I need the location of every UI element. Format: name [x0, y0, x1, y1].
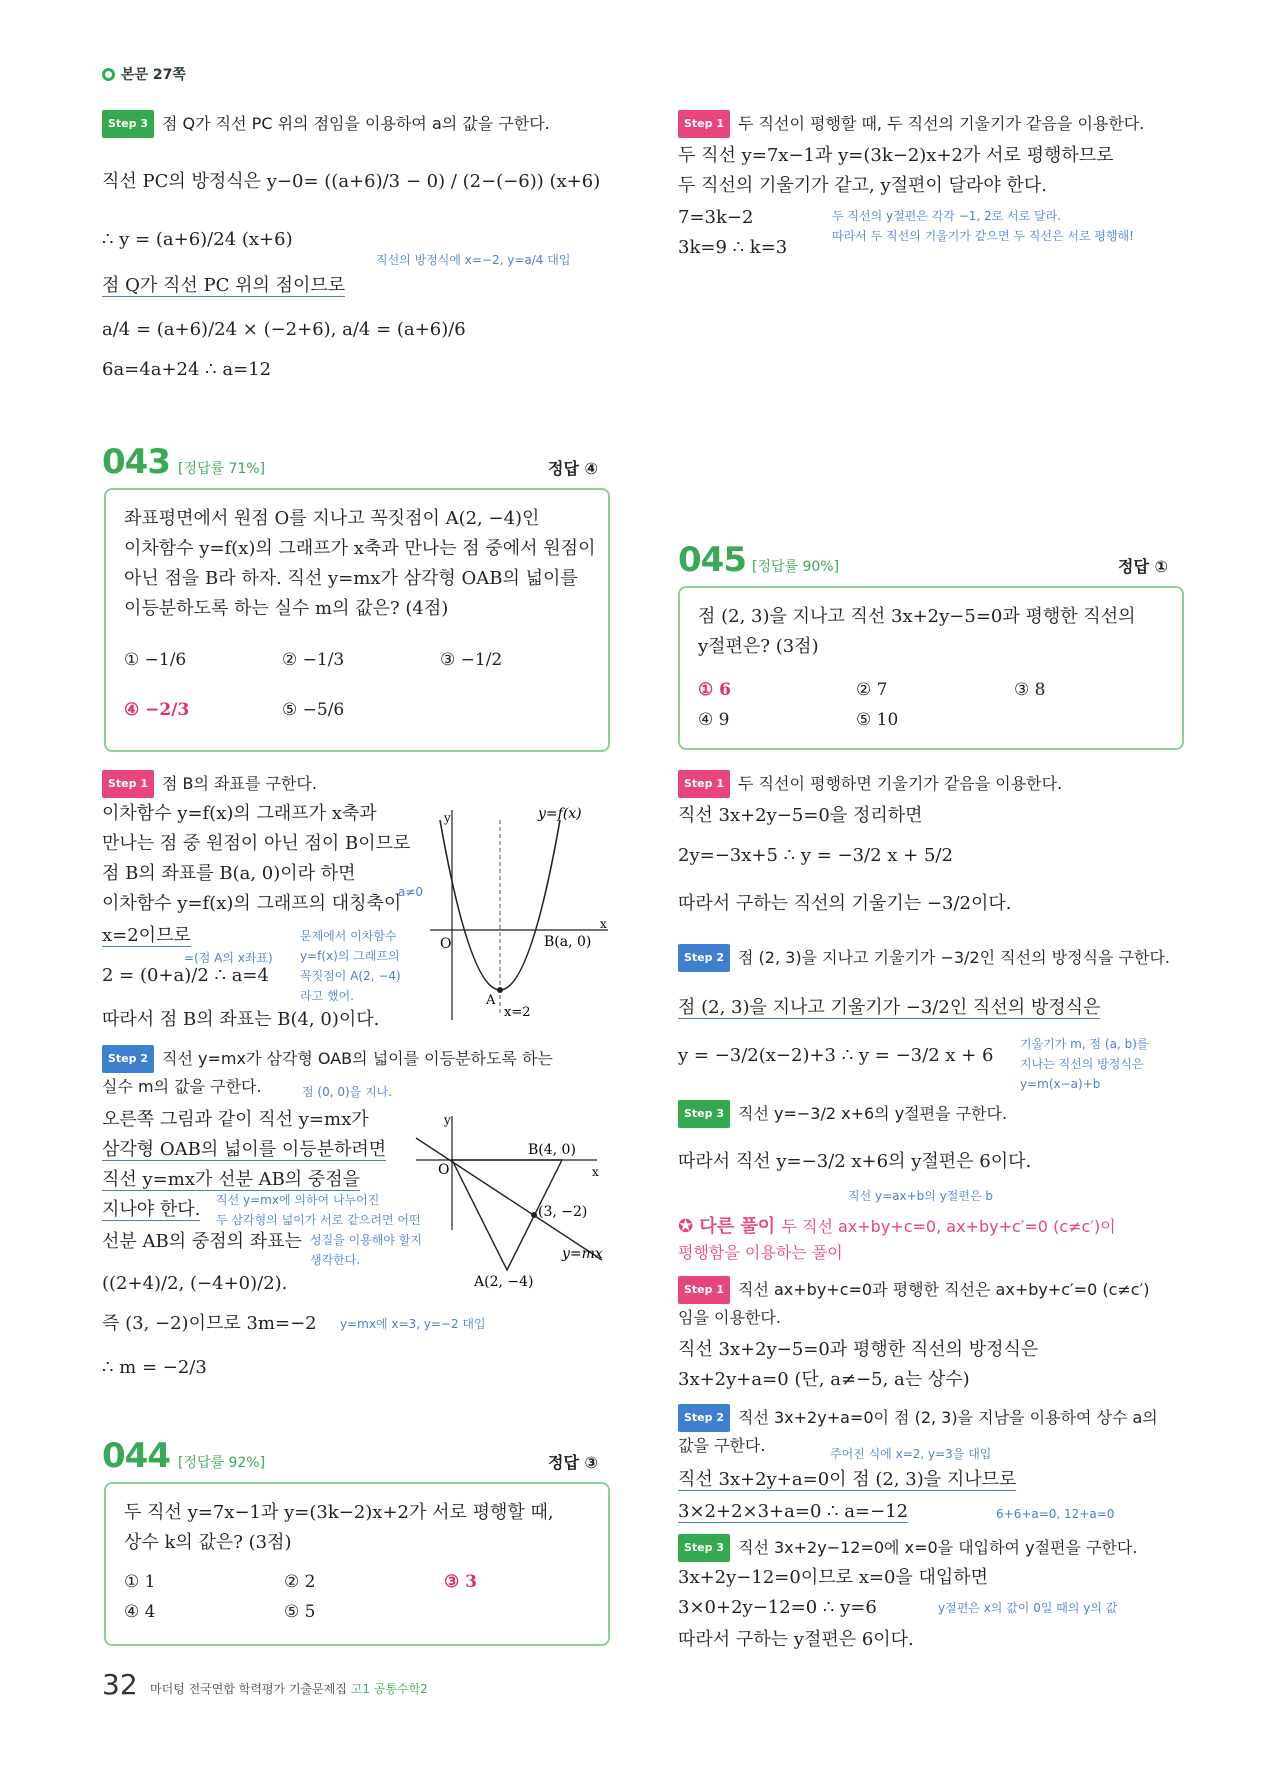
midpoint — [531, 1212, 537, 1218]
triangle-graph — [412, 1110, 612, 1290]
page-reference-text: 본문 27쪽 — [121, 67, 186, 83]
parabola-graph — [430, 800, 610, 1030]
option-4-checked[interactable]: ④ −2/3 — [124, 700, 190, 720]
point-a-label: A(2, −4) — [474, 1274, 534, 1290]
solution-line — [102, 1198, 200, 1222]
solution-line: 3×0+2y−12=0 ∴ y=6 — [678, 1597, 877, 1618]
step-text: 점 Q가 직선 PC 위의 점임을 이용하여 a의 값을 구한다. — [162, 114, 550, 133]
solution-line: 점 B의 좌표를 B(a, 0)이라 하면 — [102, 863, 356, 884]
annotation-note: 따라서 두 직선의 기울기가 같으면 두 직선은 서로 평행해! — [832, 229, 1134, 243]
annotation-note: 성질을 이용해야 할지 — [310, 1233, 422, 1247]
option-2[interactable]: ② 7 — [856, 680, 888, 700]
solution-line: 3k=9 ∴ k=3 — [678, 237, 788, 258]
step-badge: Step 3 — [102, 110, 154, 138]
x-axis-label: x — [592, 1165, 599, 1179]
underlined-text: 점 (2, 3)을 지나고 기울기가 −3/2인 직선의 방정식은 — [678, 997, 1101, 1018]
alternative-solution-title — [678, 1212, 1116, 1238]
point-b-label: B(4, 0) — [528, 1142, 576, 1158]
alt-step2-heading — [678, 1404, 1158, 1432]
function-label: y=f(x) — [538, 806, 582, 822]
correct-rate: [정답률 92%] — [178, 1455, 266, 1471]
solution-line: y = −3/2(x−2)+3 ∴ y = −3/2 x + 6 — [678, 1045, 994, 1066]
solution-line: 7=3k−2 — [678, 207, 754, 228]
annotation-note: 직선 y=mx에 의하여 나누어진 — [216, 1193, 380, 1207]
vertex-label: A — [486, 993, 496, 1008]
option-3[interactable]: ③ 8 — [1014, 680, 1046, 700]
underlined-text: 점 Q가 직선 PC 위의 점이므로 — [102, 275, 346, 296]
annotation-note: y=f(x)의 그래프의 — [300, 949, 400, 963]
solution-line — [678, 1500, 908, 1524]
solution-line — [678, 1468, 1016, 1492]
question-box — [104, 1482, 610, 1646]
origin-label: O — [440, 936, 452, 952]
step-text: 점 B의 좌표를 구한다. — [162, 774, 317, 793]
annotation-note: 꼭짓점이 A(2, −4) — [300, 969, 401, 983]
solution-line: 직선 3x+2y−5=0과 평행한 직선의 방정식은 — [678, 1339, 1039, 1360]
option-5[interactable]: ⑤ −5/6 — [282, 700, 345, 720]
step-badge: Step 1 — [102, 770, 154, 798]
annotation-note: a≠0 — [398, 885, 424, 899]
step-text: 두 직선이 평행하면 기울기가 같음을 이용한다. — [738, 774, 1063, 793]
solution-line: a/4 = (a+6)/24 × (−2+6), a/4 = (a+6)/6 — [102, 319, 466, 340]
option-3[interactable]: ③ −1/2 — [440, 650, 503, 670]
book-title: 마더텅 전국연합 학력평가 기출문제집 — [150, 1682, 347, 1696]
q043-step2-heading — [102, 1045, 553, 1073]
q043-step1-heading — [102, 770, 317, 798]
q045-step3-heading — [678, 1100, 1007, 1128]
question-line: 이차함수 y=f(x)의 그래프가 x축과 만나는 점 중에서 원점이 — [124, 538, 596, 559]
solution-line: 만나는 점 중 원점이 아닌 점이 B이므로 — [102, 833, 411, 854]
solution-line: 이차함수 y=f(x)의 그래프의 대칭축이 — [102, 893, 402, 914]
y-axis-label: y — [444, 1113, 451, 1127]
q043-step2-heading-cont: 실수 m의 값을 구한다. — [102, 1077, 262, 1096]
question-line: 상수 k의 값은? (3점) — [124, 1532, 292, 1553]
solution-line: 두 직선 y=7x−1과 y=(3k−2)x+2가 서로 평행하므로 — [678, 145, 1114, 166]
left-step3-heading — [102, 110, 550, 138]
question-number: 044 — [102, 1436, 170, 1476]
underlined-text: 지나야 한다. — [102, 1199, 201, 1220]
page-number: 32 — [102, 1668, 138, 1701]
option-2[interactable]: ② −1/3 — [282, 650, 345, 670]
annotation-note: y=m(x−a)+b — [1020, 1077, 1101, 1091]
course-label: 고1 공통수학2 — [350, 1682, 428, 1696]
option-3-checked[interactable]: ③ 3 — [444, 1572, 477, 1592]
step-text: 직선 y=−3/2 x+6의 y절편을 구한다. — [738, 1104, 1008, 1123]
step-text: 직선 ax+by+c=0과 평행한 직선은 ax+by+c′=0 (c≠c′) — [738, 1280, 1150, 1299]
option-5[interactable]: ⑤ 5 — [284, 1602, 316, 1622]
solution-line: 따라서 점 B의 좌표는 B(4, 0)이다. — [102, 1009, 380, 1030]
option-1[interactable]: ① −1/6 — [124, 650, 187, 670]
correct-rate: [정답률 90%] — [752, 559, 840, 575]
alt-subtitle: 평행함을 이용하는 풀이 — [678, 1243, 843, 1262]
q045-step1-heading — [678, 770, 1062, 798]
annotation-note: 두 직선의 y절편은 각각 −1, 2로 서로 달라. — [832, 209, 1062, 223]
x-axis-label: x — [600, 917, 607, 931]
underlined-text: x=2이므로 — [102, 925, 191, 946]
solution-line: 선분 AB의 중점의 좌표는 — [102, 1231, 302, 1252]
alt-subtitle: 두 직선 ax+by+c=0, ax+by+c′=0 (c≠c′)이 — [781, 1217, 1116, 1236]
solution-line: 2 = (0+a)/2 ∴ a=4 — [102, 965, 269, 986]
question-line: 아닌 점을 B라 하자. 직선 y=mx가 삼각형 OAB의 넓이를 — [124, 568, 578, 589]
solution-line — [678, 996, 1100, 1020]
alt-step1-heading — [678, 1276, 1149, 1304]
annotation-note: 지나는 직선의 방정식은 — [1020, 1057, 1144, 1071]
option-5[interactable]: ⑤ 10 — [856, 710, 899, 730]
solution-line — [102, 924, 191, 948]
step-badge: Step 2 — [102, 1045, 154, 1073]
solution-line: 즉 (3, −2)이므로 3m=−2 — [102, 1313, 317, 1334]
question-number: 045 — [678, 540, 746, 580]
step-text: 직선 3x+2y+a=0이 점 (2, 3)을 지남을 이용하여 상수 a의 — [738, 1408, 1158, 1427]
q045-step2-heading — [678, 944, 1170, 972]
annotation-note: 주어진 식에 x=2, y=3을 대입 — [830, 1447, 992, 1461]
right-step1-heading — [678, 110, 1144, 138]
page-reference — [102, 64, 186, 84]
solution-line: 2y=−3x+5 ∴ y = −3/2 x + 5/2 — [678, 845, 953, 866]
correct-rate: [정답률 71%] — [178, 461, 266, 477]
line-label: y=mx — [562, 1246, 603, 1262]
solution-line: 따라서 구하는 직선의 기울기는 −3/2이다. — [678, 893, 1012, 914]
annotation-note: 기울기가 m, 점 (a, b)를 — [1020, 1037, 1149, 1051]
annotation-note: y절편은 x의 값이 0일 때의 y의 값 — [938, 1601, 1118, 1615]
annotation-note: 두 삼각형의 넓이가 서로 같으려면 어떤 — [216, 1213, 421, 1227]
annotation-note: y=mx에 x=3, y=−2 대입 — [340, 1317, 486, 1331]
question-line: 두 직선 y=7x−1과 y=(3k−2)x+2가 서로 평행할 때, — [124, 1502, 554, 1523]
solution-line: 3x+2y−12=0이므로 x=0을 대입하면 — [678, 1567, 989, 1588]
step-text: 직선 3x+2y−12=0에 x=0을 대입하여 y절편을 구한다. — [738, 1538, 1138, 1557]
symmetry-axis-label: x=2 — [504, 1005, 531, 1020]
midpoint-label: (3, −2) — [538, 1204, 588, 1220]
step-badge: Step 2 — [678, 1404, 730, 1432]
question-line: 좌표평면에서 원점 O를 지나고 꼭짓점이 A(2, −4)인 — [124, 508, 540, 529]
solution-line: 오른쪽 그림과 같이 직선 y=mx가 — [102, 1109, 369, 1130]
option-1-checked[interactable]: ① 6 — [698, 680, 731, 700]
step-text: 두 직선이 평행할 때, 두 직선의 기울기가 같음을 이용한다. — [738, 114, 1145, 133]
alt-title-text: ✪ 다른 풀이 — [678, 1216, 776, 1237]
step-badge: Step 2 — [678, 944, 730, 972]
annotation-note: 점 (0, 0)을 지나. — [302, 1085, 393, 1099]
alternative-solution-title-cont — [678, 1240, 843, 1263]
solution-line: 직선 3x+2y−5=0을 정리하면 — [678, 805, 923, 826]
question-line: 점 (2, 3)을 지나고 직선 3x+2y−5=0과 평행한 직선의 — [698, 606, 1136, 627]
step-badge: Step 1 — [678, 110, 730, 138]
question-box — [104, 488, 610, 752]
step-text: 직선 y=mx가 삼각형 OAB의 넓이를 이등분하도록 하는 — [162, 1049, 553, 1068]
question-number: 043 — [102, 442, 170, 482]
solution-line: 따라서 구하는 y절편은 6이다. — [678, 1629, 914, 1650]
origin-label: O — [438, 1162, 450, 1178]
solution-line: ((2+4)/2, (−4+0)/2). — [102, 1273, 288, 1294]
circle-bullet-icon — [102, 68, 115, 81]
answer-label: 정답 ③ — [548, 1453, 599, 1472]
solution-line: 따라서 직선 y=−3/2 x+6의 y절편은 6이다. — [678, 1151, 1032, 1172]
answer-label: 정답 ④ — [548, 459, 599, 478]
alt-step1-heading-cont: 임을 이용한다. — [678, 1308, 781, 1327]
underlined-text: 직선 3x+2y+a=0이 점 (2, 3)을 지나므로 — [678, 1469, 1017, 1490]
solution-line: 직선 PC의 방정식은 y−0= ((a+6)/3 − 0) / (2−(−6)) (x+6) — [102, 171, 601, 192]
annotation-note: =(점 A의 x좌표) — [184, 951, 273, 965]
alt-step2-heading-cont: 값을 구한다. — [678, 1436, 766, 1455]
annotation-note: 생각한다. — [310, 1253, 361, 1267]
step-badge: Step 3 — [678, 1100, 730, 1128]
footer-title — [150, 1680, 428, 1697]
question-line: 이등분하도록 하는 실수 m의 값은? (4점) — [124, 598, 449, 619]
solution-line — [102, 1168, 360, 1192]
annotation-note: 라고 했어. — [300, 989, 354, 1003]
solution-line — [102, 274, 345, 298]
option-4[interactable]: ④ 4 — [124, 1602, 156, 1622]
step-text: 점 (2, 3)을 지나고 기울기가 −3/2인 직선의 방정식을 구한다. — [738, 948, 1170, 967]
solution-line: 이차함수 y=f(x)의 그래프가 x축과 — [102, 803, 377, 824]
solution-line: 6a=4a+24 ∴ a=12 — [102, 359, 272, 380]
solution-line: ∴ m = −2/3 — [102, 1357, 207, 1378]
annotation-note: 직선의 방정식에 x=−2, y=a/4 대입 — [376, 253, 571, 267]
solution-line: ∴ y = (a+6)/24 (x+6) — [102, 229, 293, 250]
annotation-note: 문제에서 이차함수 — [300, 929, 397, 943]
option-1[interactable]: ① 1 — [124, 1572, 156, 1592]
solution-line: 두 직선의 기울기가 같고, y절편이 달라야 한다. — [678, 175, 1047, 196]
question-line: y절편은? (3점) — [698, 636, 819, 657]
option-2[interactable]: ② 2 — [284, 1572, 316, 1592]
annotation-note: 직선 y=ax+b의 y절편은 b — [848, 1189, 993, 1203]
alt-step3-heading — [678, 1534, 1137, 1562]
step-badge: Step 1 — [678, 1276, 730, 1304]
annotation-note: 6+6+a=0, 12+a=0 — [996, 1507, 1115, 1521]
point-b-label: B(a, 0) — [544, 934, 592, 950]
vertex-point — [497, 987, 503, 993]
step-badge: Step 1 — [678, 770, 730, 798]
y-axis-label: y — [444, 811, 451, 825]
underlined-text: 삼각형 OAB의 넓이를 이등분하려면 — [102, 1139, 387, 1160]
solution-line — [102, 1138, 386, 1162]
underlined-text: 직선 y=mx가 선분 AB의 중점을 — [102, 1169, 361, 1190]
answer-label: 정답 ① — [1118, 557, 1169, 576]
solution-line: 3x+2y+a=0 (단, a≠−5, a는 상수) — [678, 1369, 970, 1390]
underlined-text: 3×2+2×3+a=0 ∴ a=−12 — [678, 1501, 909, 1522]
step-badge: Step 3 — [678, 1534, 730, 1562]
question-box — [678, 586, 1184, 750]
option-4[interactable]: ④ 9 — [698, 710, 730, 730]
